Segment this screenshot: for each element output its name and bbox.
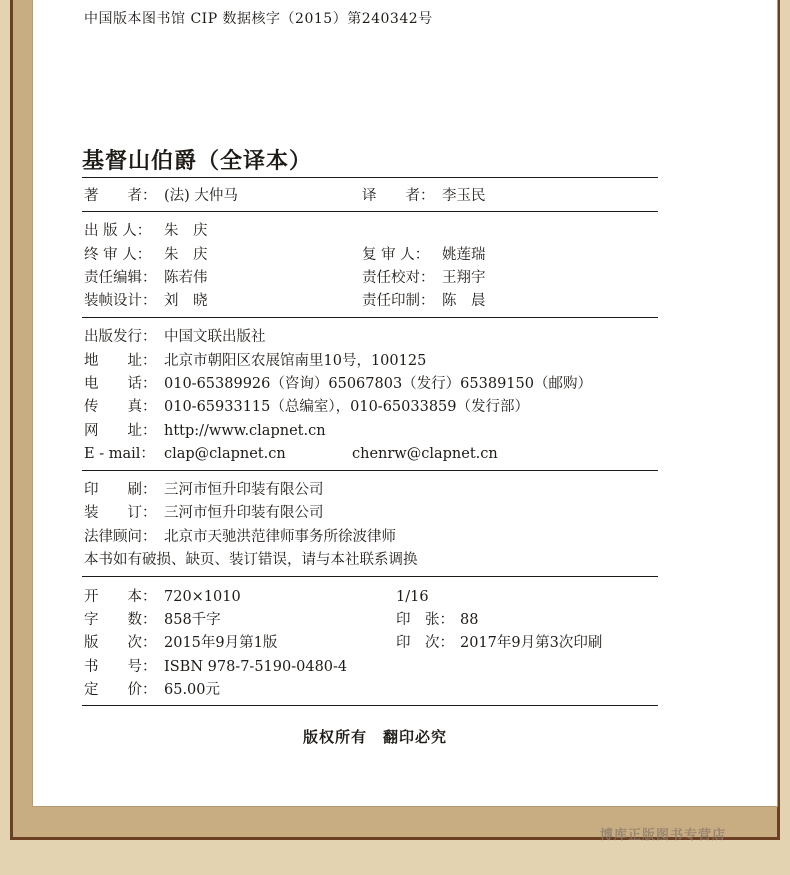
publisher-row (84, 443, 498, 465)
author-row (84, 185, 486, 207)
publisher-label: 出版发行： (84, 329, 157, 345)
staff-label: 责任校对： (362, 270, 435, 286)
staff-value: 朱 庆 (164, 247, 208, 263)
spec-row (84, 632, 603, 654)
spec-value: 2017年9月第3次印刷 (460, 635, 603, 651)
translator-value: 李玉民 (442, 188, 486, 204)
publisher-label: 电 话： (84, 376, 157, 392)
printing-value: 三河市恒升印装有限公司 (164, 482, 324, 498)
printing-value: 北京市天驰洪范律师事务所徐波律师 (164, 529, 396, 545)
spec-value-2: 1/16 (396, 589, 429, 605)
email-value-2: chenrw@clapnet.cn (352, 446, 498, 462)
staff-label: 责任印制： (362, 293, 435, 309)
publisher-label: 地 址： (84, 353, 157, 369)
spec-row (84, 679, 220, 701)
staff-label: 出 版 人： (84, 223, 152, 239)
divider (82, 211, 658, 212)
publisher-value: 010-65389926（咨询）65067803（发行）65389150（邮购） (164, 376, 592, 392)
staff-row (84, 244, 486, 266)
staff-value: 姚莲瑞 (442, 247, 486, 263)
spec-label: 定 价： (84, 682, 157, 698)
printing-row (84, 502, 324, 524)
staff-value: 陈若伟 (164, 270, 208, 286)
spec-row (84, 656, 347, 678)
printing-row (84, 479, 324, 501)
staff-value: 朱 庆 (164, 223, 208, 239)
spec-label: 版 次： (84, 635, 157, 651)
email-value: clap@clapnet.cn (164, 446, 286, 462)
author-value: (法) 大仲马 (164, 188, 238, 204)
publisher-value: 北京市朝阳区农展馆南里10号，100125 (164, 353, 427, 369)
staff-row (84, 220, 208, 242)
publisher-row (84, 373, 592, 395)
author-label: 著 者： (84, 188, 157, 204)
staff-row (84, 267, 486, 289)
spec-row (84, 609, 479, 631)
copyright-notice: 版权所有 翻印必究 (302, 728, 447, 746)
publisher-row (84, 420, 326, 442)
spec-label: 印 次： (396, 635, 454, 651)
publisher-value: 010-65933115（总编室），010-65033859（发行部） (164, 399, 530, 415)
staff-value: 陈 晨 (442, 293, 486, 309)
spec-value: 88 (460, 612, 479, 628)
spec-row (84, 586, 429, 608)
spec-value: 720×1010 (164, 589, 241, 605)
divider (82, 177, 658, 178)
cip-line: 中国版本图书馆 CIP 数据核字（2015）第240342号 (84, 11, 433, 27)
publisher-label: 网 址： (84, 423, 157, 439)
staff-value: 王翔宇 (442, 270, 486, 286)
publisher-value: 中国文联出版社 (164, 329, 266, 345)
spec-label: 开 本： (84, 589, 157, 605)
printing-label: 法律顾问： (84, 529, 157, 545)
staff-label: 复 审 人： (362, 247, 430, 263)
printing-label: 装 订： (84, 505, 157, 521)
divider (82, 705, 658, 706)
shop-watermark: 博库正版图书专营店 (600, 828, 727, 843)
isbn-value: ISBN 978-7-5190-0480-4 (164, 659, 348, 675)
notice-row: 本书如有破损、缺页、装订错误，请与本社联系调换 (84, 552, 418, 568)
translator-label: 译 者： (362, 188, 435, 204)
spec-label: 字 数： (84, 612, 157, 628)
spec-value: 858千字 (164, 612, 221, 628)
divider (82, 317, 658, 318)
staff-label: 装帧设计： (84, 293, 157, 309)
book-title: 基督山伯爵（全译本） (82, 148, 313, 174)
spec-label: 书 号： (84, 659, 157, 675)
website-value: http://www.clapnet.cn (164, 423, 326, 439)
price-value: 65.00元 (164, 682, 221, 698)
staff-label: 终 审 人： (84, 247, 152, 263)
divider (82, 576, 658, 577)
publisher-label: 传 真： (84, 399, 157, 415)
staff-value: 刘 晓 (164, 293, 208, 309)
staff-row (84, 290, 486, 312)
publisher-row (84, 350, 426, 372)
spec-value: 2015年9月第1版 (164, 635, 278, 651)
staff-label: 责任编辑： (84, 270, 157, 286)
printing-value: 三河市恒升印装有限公司 (164, 505, 324, 521)
publisher-row (84, 396, 529, 418)
divider (82, 470, 658, 471)
publisher-row (84, 326, 266, 348)
printing-row (84, 526, 396, 548)
publisher-label: E - mail： (84, 446, 155, 462)
spec-label: 印 张： (396, 612, 454, 628)
printing-label: 印 刷： (84, 482, 157, 498)
